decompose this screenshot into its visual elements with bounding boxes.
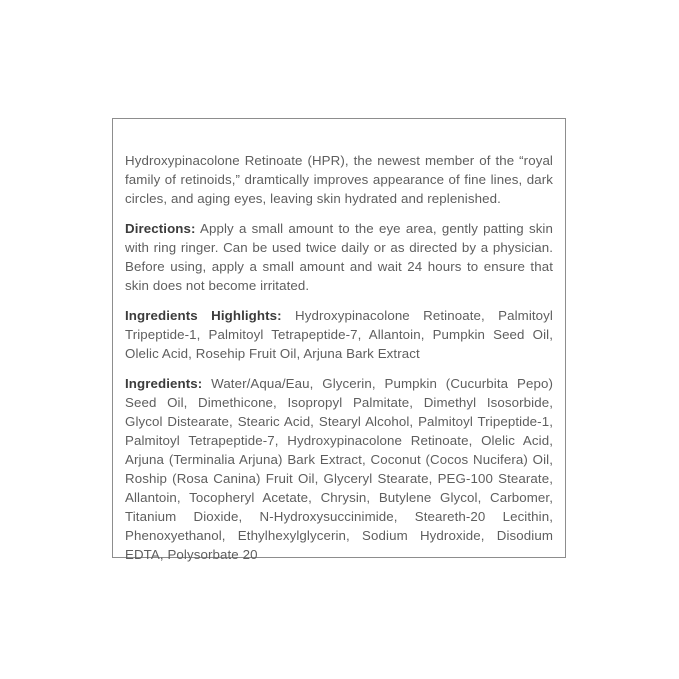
directions-paragraph (125, 219, 553, 295)
ingredients-highlights-paragraph (125, 306, 553, 363)
directions-label: Directions: (125, 221, 196, 236)
directions-text: Apply a small amount to the eye area, gently patting skin with ring ringer. Can be used twice daily or as directed by a physician. Before using, apply a small amount and wait 24 hours to ensure that skin does not become irritated. (125, 221, 553, 293)
ingredients-paragraph (125, 374, 553, 564)
ingredients-highlights-text: Hydroxypinacolone Retinoate, Palmitoyl Tripeptide-1, Palmitoyl Tetrapeptide-7, Allantoin, Pumpkin Seed Oil, Olelic Acid, Rosehip Fruit Oil, Arjuna Bark Extract (125, 308, 553, 361)
product-label-panel (112, 118, 566, 562)
intro-paragraph (125, 151, 553, 208)
intro-text: Hydroxypinacolone Retinoate (HPR), the newest member of the “royal family of retinoids,” dramtically improves appearance of fine lines, dark circles, and aging eyes, leaving skin hydrated and replenished. (125, 153, 553, 206)
ingredients-label: Ingredients: (125, 376, 203, 391)
ingredients-text: Water/Aqua/Eau, Glycerin, Pumpkin (Cucurbita Pepo) Seed Oil, Dimethicone, Isopropyl Palmitate, Dimethyl Isosorbide, Glycol Distearate, Stearic Acid, Stearyl Alcohol, Palmitoyl Tripeptide-1, Palmitoyl Tetrapeptide-7, Hydroxypinacolone Retinoate, Olelic Acid, Arjuna (Terminalia Arjuna) Bark Extract, Coconut (Cocos Nucifera) Oil, Roship (Rosa Canina) Fruit Oil, Glyceryl Stearate, PEG-100 Stearate, Allantoin, Tocopheryl Acetate, Chrysin, Butylene Glycol, Carbomer, Titanium Dioxide, N-Hydroxysuccinimide, Steareth-20 Lecithin, Phenoxyethanol, Ethylhexylglycerin, Sodium Hydroxide, Disodium EDTA, Polysorbate 20 (125, 376, 553, 562)
ingredients-highlights-label: Ingredients Highlights: (125, 308, 282, 323)
